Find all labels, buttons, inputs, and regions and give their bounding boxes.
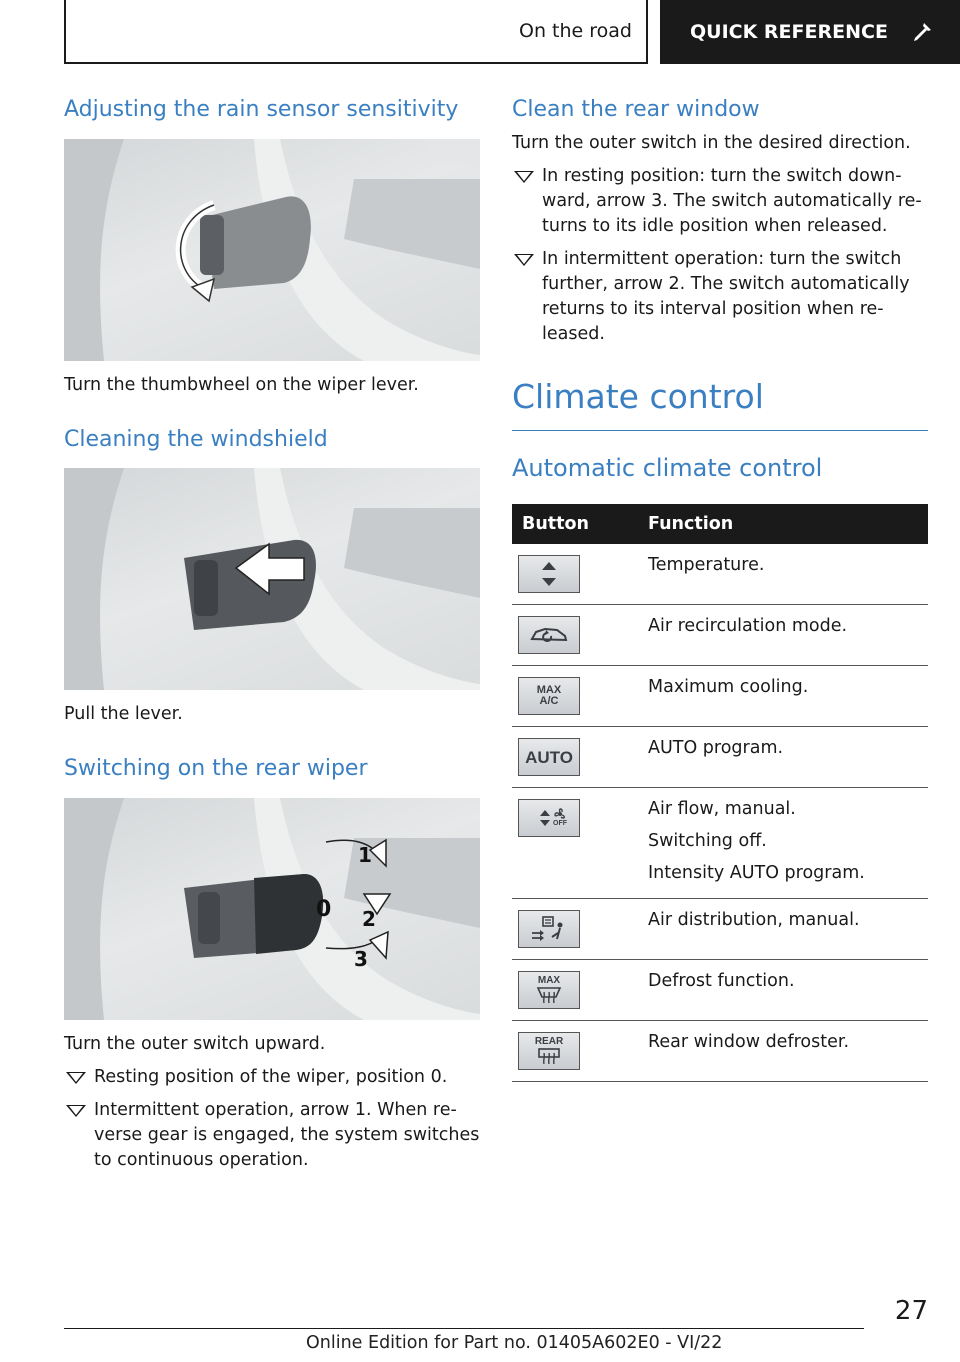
rear-wiper-caption: Turn the outer switch upward. xyxy=(64,1033,326,1054)
bullet-triangle-icon xyxy=(66,1072,86,1084)
rear-wiper-label-1: 1 xyxy=(358,842,372,867)
air-distribution-icon xyxy=(518,910,580,948)
windshield-caption: Pull the lever. xyxy=(64,704,183,725)
header-section-box xyxy=(64,0,648,64)
recirculation-icon xyxy=(518,616,580,654)
auto-icon: AUTO xyxy=(518,738,580,776)
table-row: OFF Air flow, manual. Switching off. Intensity AUTO program. xyxy=(512,788,928,899)
rear-window-title: Clean the rear window xyxy=(512,97,760,122)
fan-off-icon: OFF xyxy=(518,799,580,837)
climate-divider xyxy=(512,430,928,431)
quick-reference-icon xyxy=(910,20,934,44)
table-row: REAR Rear window defroster. xyxy=(512,1021,928,1082)
page-number: 27 xyxy=(894,1296,928,1326)
rear-wiper-title: Switching on the rear wiper xyxy=(64,756,368,782)
right-column xyxy=(512,96,928,1082)
rain-sensor-figure xyxy=(64,139,480,361)
list-item: In intermittent operation: turn the switch further, arrow 2. The switch automatically returns to its interval position when re-leased. xyxy=(512,247,928,347)
footer-edition: Online Edition for Part no. 01405A602E0 - VI/22 xyxy=(306,1333,723,1353)
list-item: Intermittent operation, arrow 1. When re-verse gear is engaged, the system switches to continuous operation. xyxy=(64,1098,480,1173)
windshield-figure xyxy=(64,468,480,690)
bullet-triangle-icon xyxy=(514,171,534,183)
rear-defrost-icon: REAR xyxy=(518,1032,580,1070)
left-column xyxy=(64,96,480,1173)
bullet-triangle-icon xyxy=(66,1105,86,1117)
max-ac-icon: MAX A/C xyxy=(518,677,580,715)
list-item: Resting position of the wiper, position 0. xyxy=(64,1065,480,1090)
bullet-triangle-icon xyxy=(514,254,534,266)
list-item: In resting position: turn the switch down-ward, arrow 3. The switch automatically re-turns to its idle position when released. xyxy=(512,164,928,239)
temperature-arrows-icon xyxy=(518,555,580,593)
climate-subtitle: Automatic climate control xyxy=(512,454,823,483)
rear-window-list xyxy=(512,164,928,347)
table-row: Air recirculation mode. xyxy=(512,605,928,666)
rain-sensor-caption: Turn the thumbwheel on the wiper lever. xyxy=(64,374,419,395)
climate-title: Climate control xyxy=(512,376,764,416)
table-header-button: Button xyxy=(512,504,648,544)
table-row: AUTO AUTO program. xyxy=(512,727,928,788)
footer-divider xyxy=(64,1328,864,1329)
rear-wiper-label-3: 3 xyxy=(354,946,368,971)
rear-window-intro: Turn the outer switch in the desired direction. xyxy=(512,132,911,153)
rear-wiper-label-2: 2 xyxy=(362,906,376,931)
table-header-function: Function xyxy=(648,504,928,544)
header-chapter-label: QUICK REFERENCE xyxy=(690,21,888,43)
rear-wiper-figure xyxy=(64,798,480,1020)
rear-wiper-label-0: 0 xyxy=(316,896,332,922)
windshield-title: Cleaning the windshield xyxy=(64,426,328,452)
header-chapter-box xyxy=(660,0,960,64)
table-row: MAX Defrost function. xyxy=(512,960,928,1021)
header-section-label: On the road xyxy=(519,20,632,42)
climate-table xyxy=(512,504,928,1082)
table-row: Air distribution, manual. xyxy=(512,899,928,960)
rain-sensor-title: Adjusting the rain sensor sensitivity xyxy=(64,97,459,122)
rear-wiper-list xyxy=(64,1065,480,1173)
table-row: MAX A/C Maximum cooling. xyxy=(512,666,928,727)
table-row: Temperature. xyxy=(512,544,928,605)
max-defrost-icon: MAX xyxy=(518,971,580,1009)
